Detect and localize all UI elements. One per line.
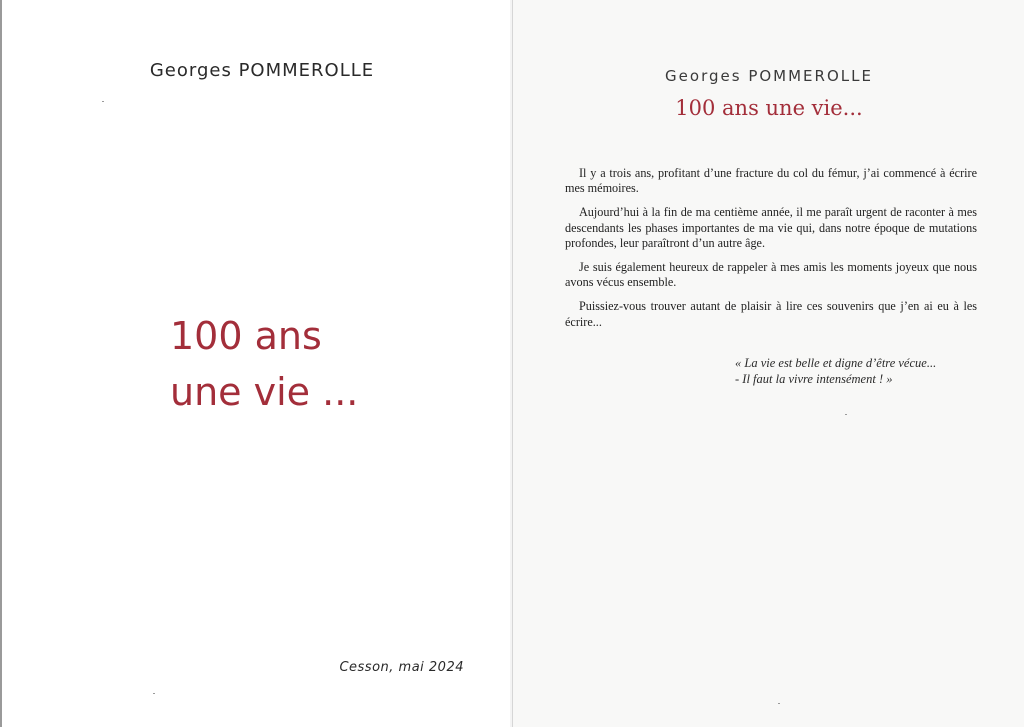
- quote-line-1: « La vie est belle et digne d’être vécue...: [735, 356, 937, 370]
- quote-line-2: - Il faut la vivre intensément ! »: [735, 371, 893, 386]
- cover-place-date: Cesson, mai 2024: [339, 660, 464, 675]
- preface-paragraph-1: Il y a trois ans, profitant d’une fracture du col du fémur, j’ai commencé à écrire mes mémoires.: [565, 166, 977, 196]
- paper-speck: [778, 703, 780, 704]
- inner-author: Georges POMMEROLLE: [665, 67, 873, 85]
- preface-paragraph-2: Aujourd’hui à la fin de ma centième année, il me paraît urgent de raconter à mes descendants les phases importantes de ma vie qui, dans notre époque de mutations profondes, leur paraîtront d’un autre âge.: [565, 205, 977, 250]
- paper-speck: [153, 693, 155, 694]
- paper-speck: [845, 414, 847, 415]
- cover-title-line-1: 100 ans: [170, 314, 322, 358]
- inner-page: [512, 0, 1024, 727]
- cover-page: [0, 0, 510, 727]
- cover-title-line-2: une vie ...: [170, 370, 359, 414]
- preface-paragraph-3: Je suis également heureux de rappeler à mes amis les moments joyeux que nous avons vécus ensemble.: [565, 260, 977, 290]
- preface-text: [565, 166, 977, 339]
- paper-speck: [102, 101, 104, 102]
- inner-title: 100 ans une vie...: [675, 96, 863, 120]
- epigraph-quote: [735, 356, 936, 387]
- cover-title: [170, 308, 358, 420]
- preface-paragraph-4: Puissiez-vous trouver autant de plaisir à lire ces souvenirs que j’en ai eu à les écrire...: [565, 299, 977, 329]
- cover-author: Georges POMMEROLLE: [149, 60, 375, 81]
